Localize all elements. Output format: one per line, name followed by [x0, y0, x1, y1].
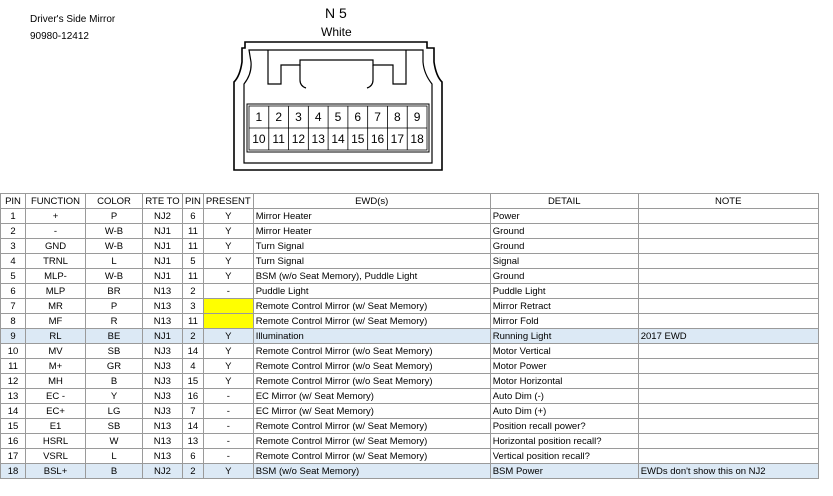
table-cell: BSM (w/o Seat Memory): [253, 464, 490, 479]
table-row: [1, 374, 819, 389]
table-cell: NJ1: [143, 329, 183, 344]
pin-number: 7: [374, 110, 381, 124]
table-cell: Remote Control Mirror (w/ Seat Memory): [253, 449, 490, 464]
table-cell: B: [86, 464, 143, 479]
table-cell: EC Mirror (w/ Seat Memory): [253, 389, 490, 404]
table-row: [1, 209, 819, 224]
table-cell: RL: [26, 329, 86, 344]
table-cell: Motor Vertical: [490, 344, 638, 359]
table-cell: 2: [1, 224, 26, 239]
table-cell: [638, 434, 818, 449]
table-cell: [638, 374, 818, 389]
table-cell: [638, 449, 818, 464]
table-cell: 7: [1, 299, 26, 314]
table-cell: Ground: [490, 239, 638, 254]
table-cell: MF: [26, 314, 86, 329]
table-cell: [638, 299, 818, 314]
table-cell: Mirror Heater: [253, 224, 490, 239]
table-cell: 5: [183, 254, 204, 269]
table-cell: Signal: [490, 254, 638, 269]
table-cell: [638, 239, 818, 254]
table-cell: N13: [143, 314, 183, 329]
pinout-table: [0, 193, 819, 479]
pin-number: 9: [413, 110, 421, 124]
table-cell: L: [86, 254, 143, 269]
table-row: [1, 389, 819, 404]
table-cell: NJ1: [143, 254, 183, 269]
table-cell: [203, 314, 253, 329]
table-cell: EWDs don't show this on NJ2: [638, 464, 818, 479]
table-cell: Remote Control Mirror (w/o Seat Memory): [253, 374, 490, 389]
table-row: [1, 464, 819, 479]
table-cell: B: [86, 374, 143, 389]
pin-number: 16: [370, 132, 385, 146]
table-cell: NJ1: [143, 239, 183, 254]
table-cell: 11: [1, 359, 26, 374]
table-cell: NJ3: [143, 389, 183, 404]
table-cell: 1: [1, 209, 26, 224]
table-cell: Ground: [490, 224, 638, 239]
table-cell: Remote Control Mirror (w/o Seat Memory): [253, 359, 490, 374]
table-cell: E1: [26, 419, 86, 434]
table-cell: BSM (w/o Seat Memory), Puddle Light: [253, 269, 490, 284]
pin-row-bottom: [252, 128, 424, 150]
table-cell: GND: [26, 239, 86, 254]
connector-name: N 5: [325, 5, 347, 21]
table-cell: Mirror Retract: [490, 299, 638, 314]
table-cell: Y: [203, 464, 253, 479]
table-cell: TRNL: [26, 254, 86, 269]
table-cell: MLP-: [26, 269, 86, 284]
table-row: [1, 344, 819, 359]
table-cell: [638, 359, 818, 374]
table-row: [1, 419, 819, 434]
column-header: EWD(s): [253, 194, 490, 209]
table-cell: Power: [490, 209, 638, 224]
column-header: PIN: [183, 194, 204, 209]
table-cell: 14: [1, 404, 26, 419]
table-cell: -: [203, 389, 253, 404]
table-cell: 14: [183, 344, 204, 359]
table-cell: 3: [183, 299, 204, 314]
table-row: [1, 434, 819, 449]
table-cell: -: [203, 404, 253, 419]
table-cell: MR: [26, 299, 86, 314]
table-body: [1, 209, 819, 479]
table-cell: Illumination: [253, 329, 490, 344]
table-cell: 2: [183, 329, 204, 344]
table-cell: NJ3: [143, 374, 183, 389]
table-cell: Remote Control Mirror (w/ Seat Memory): [253, 434, 490, 449]
table-cell: [638, 419, 818, 434]
pin-number: 12: [291, 132, 306, 146]
table-cell: 2: [183, 464, 204, 479]
table-cell: 13: [1, 389, 26, 404]
table-cell: Horizontal position recall?: [490, 434, 638, 449]
table-cell: Y: [203, 269, 253, 284]
table-cell: Remote Control Mirror (w/ Seat Memory): [253, 314, 490, 329]
pin-number: 14: [331, 132, 345, 146]
table-cell: MV: [26, 344, 86, 359]
table-cell: Auto Dim (+): [490, 404, 638, 419]
column-header: PRESENT: [203, 194, 253, 209]
table-row: [1, 284, 819, 299]
pin-number: 6: [354, 110, 362, 124]
table-cell: 12: [1, 374, 26, 389]
table-cell: [638, 254, 818, 269]
table-cell: W-B: [86, 269, 143, 284]
table-cell: Puddle Light: [490, 284, 638, 299]
table-cell: -: [203, 284, 253, 299]
table-row: [1, 314, 819, 329]
table-cell: 6: [1, 284, 26, 299]
table-cell: W-B: [86, 224, 143, 239]
table-cell: -: [203, 449, 253, 464]
table-cell: 17: [1, 449, 26, 464]
table-cell: MH: [26, 374, 86, 389]
table-cell: R: [86, 314, 143, 329]
table-cell: NJ2: [143, 209, 183, 224]
table-cell: Ground: [490, 269, 638, 284]
pin-number: 5: [334, 110, 342, 124]
table-row: [1, 299, 819, 314]
table-cell: M+: [26, 359, 86, 374]
table-cell: Y: [203, 239, 253, 254]
table-cell: 4: [1, 254, 26, 269]
table-cell: 11: [183, 314, 204, 329]
table-header-row: [1, 194, 819, 209]
table-cell: Remote Control Mirror (w/o Seat Memory): [253, 344, 490, 359]
table-row: [1, 224, 819, 239]
table-row: [1, 449, 819, 464]
table-cell: 9: [1, 329, 26, 344]
table-cell: 6: [183, 449, 204, 464]
table-cell: EC Mirror (w/ Seat Memory): [253, 404, 490, 419]
table-cell: Mirror Heater: [253, 209, 490, 224]
table-cell: 16: [183, 389, 204, 404]
table-cell: -: [203, 419, 253, 434]
pin-number: 4: [314, 110, 322, 124]
pin-number: 2: [275, 110, 283, 124]
connector-diagram: [0, 0, 833, 190]
table-cell: 6: [183, 209, 204, 224]
table-cell: 18: [1, 464, 26, 479]
table-cell: P: [86, 209, 143, 224]
table-cell: 15: [1, 419, 26, 434]
table-cell: BSL+: [26, 464, 86, 479]
table-cell: [203, 299, 253, 314]
column-header: RTE TO: [143, 194, 183, 209]
table-cell: [638, 314, 818, 329]
table-cell: NJ1: [143, 224, 183, 239]
table-cell: N13: [143, 284, 183, 299]
table-cell: NJ3: [143, 344, 183, 359]
table-cell: 11: [183, 239, 204, 254]
table-cell: [638, 224, 818, 239]
table-cell: Turn Signal: [253, 254, 490, 269]
table-cell: Y: [203, 344, 253, 359]
table-cell: MLP: [26, 284, 86, 299]
column-header: NOTE: [638, 194, 818, 209]
pin-number: 8: [393, 110, 401, 124]
table-cell: -: [26, 224, 86, 239]
table-cell: L: [86, 449, 143, 464]
table-cell: 10: [1, 344, 26, 359]
pin-number: 13: [311, 132, 325, 146]
table-cell: EC -: [26, 389, 86, 404]
column-header: FUNCTION: [26, 194, 86, 209]
table-cell: Y: [203, 374, 253, 389]
table-cell: NJ2: [143, 464, 183, 479]
table-cell: Turn Signal: [253, 239, 490, 254]
table-cell: VSRL: [26, 449, 86, 464]
table-cell: Running Light: [490, 329, 638, 344]
table-cell: +: [26, 209, 86, 224]
table-cell: Remote Control Mirror (w/ Seat Memory): [253, 299, 490, 314]
part-name: Driver's Side Mirror: [30, 14, 116, 25]
table-cell: Motor Horizontal: [490, 374, 638, 389]
column-header: DETAIL: [490, 194, 638, 209]
table-cell: [638, 389, 818, 404]
table-row: [1, 254, 819, 269]
table-cell: Remote Control Mirror (w/ Seat Memory): [253, 419, 490, 434]
pin-number: 18: [410, 132, 424, 146]
table-cell: Y: [203, 209, 253, 224]
table-cell: BE: [86, 329, 143, 344]
table-cell: 5: [1, 269, 26, 284]
table-row: [1, 329, 819, 344]
table-cell: [638, 344, 818, 359]
table-cell: HSRL: [26, 434, 86, 449]
table-cell: Y: [86, 389, 143, 404]
table-cell: 8: [1, 314, 26, 329]
table-cell: N13: [143, 419, 183, 434]
table-row: [1, 269, 819, 284]
table-cell: Y: [203, 254, 253, 269]
table-cell: 7: [183, 404, 204, 419]
table-cell: NJ3: [143, 404, 183, 419]
table-cell: 2: [183, 284, 204, 299]
table-cell: Position recall power?: [490, 419, 638, 434]
pin-number: 10: [252, 132, 266, 146]
table-cell: [638, 209, 818, 224]
table-cell: 4: [183, 359, 204, 374]
table-cell: Auto Dim (-): [490, 389, 638, 404]
table-cell: SB: [86, 344, 143, 359]
table-cell: Puddle Light: [253, 284, 490, 299]
table-cell: Y: [203, 359, 253, 374]
table-cell: N13: [143, 434, 183, 449]
pin-number: 3: [295, 110, 302, 124]
pin-number: 15: [351, 132, 365, 146]
pin-number: 17: [390, 132, 405, 146]
table-cell: [638, 284, 818, 299]
table-cell: 16: [1, 434, 26, 449]
table-cell: [638, 404, 818, 419]
table-cell: Y: [203, 329, 253, 344]
table-cell: 2017 EWD: [638, 329, 818, 344]
table-cell: 14: [183, 419, 204, 434]
table-row: [1, 404, 819, 419]
table-cell: EC+: [26, 404, 86, 419]
table-cell: N13: [143, 449, 183, 464]
table-cell: NJ3: [143, 359, 183, 374]
table-cell: Vertical position recall?: [490, 449, 638, 464]
table-cell: P: [86, 299, 143, 314]
table-cell: GR: [86, 359, 143, 374]
pin-number: 11: [272, 132, 285, 146]
table-cell: 11: [183, 224, 204, 239]
table-cell: 3: [1, 239, 26, 254]
table-row: [1, 359, 819, 374]
table-cell: BSM Power: [490, 464, 638, 479]
table-cell: Y: [203, 224, 253, 239]
pin-number: 1: [255, 110, 263, 124]
table-cell: 11: [183, 269, 204, 284]
column-header: COLOR: [86, 194, 143, 209]
table-cell: LG: [86, 404, 143, 419]
table-cell: N13: [143, 299, 183, 314]
table-cell: SB: [86, 419, 143, 434]
table-cell: W: [86, 434, 143, 449]
table-cell: 15: [183, 374, 204, 389]
table-cell: Mirror Fold: [490, 314, 638, 329]
column-header: PIN: [1, 194, 26, 209]
part-number: 90980-12412: [30, 31, 89, 42]
table-cell: -: [203, 434, 253, 449]
connector-color: White: [321, 25, 352, 39]
table-cell: [638, 269, 818, 284]
table-cell: 13: [183, 434, 204, 449]
table-cell: BR: [86, 284, 143, 299]
pin-row-top: [256, 106, 421, 128]
table-cell: W-B: [86, 239, 143, 254]
table-cell: Motor Power: [490, 359, 638, 374]
table-row: [1, 239, 819, 254]
table-cell: NJ1: [143, 269, 183, 284]
